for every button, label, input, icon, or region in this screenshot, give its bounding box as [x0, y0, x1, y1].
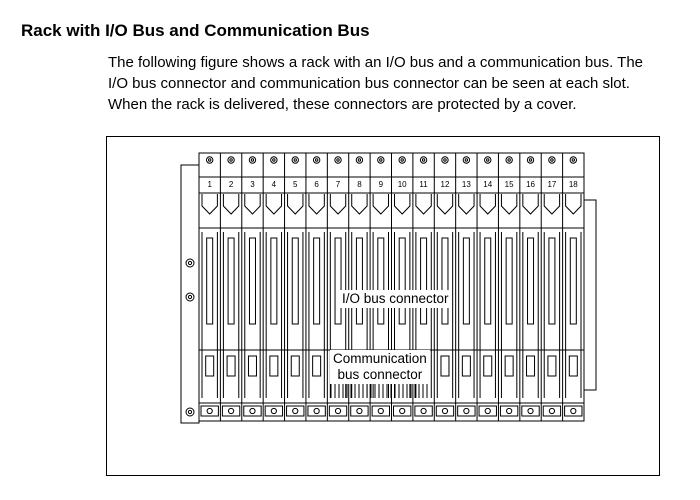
- communication-bus-connector: [505, 356, 513, 376]
- slot-top-screw-center: [230, 159, 232, 161]
- slot-bottom-screw-icon: [357, 408, 362, 413]
- io-bus-connector: [207, 238, 213, 324]
- slot-top-screw-center: [380, 159, 382, 161]
- paragraph-line-2: I/O bus connector and communication bus connector can be seen at each slot.: [108, 75, 630, 92]
- slot-bottom-terminal: [394, 406, 411, 416]
- io-bus-connector-label: I/O bus connector: [342, 291, 449, 306]
- screw-icon: [186, 259, 194, 267]
- slot-top-screw-center: [508, 159, 510, 161]
- slot-guide: [437, 194, 452, 214]
- io-bus-connector: [528, 238, 534, 324]
- io-bus-connector: [399, 238, 405, 324]
- communication-bus-connector-label: [330, 350, 430, 384]
- io-bus-connector: [356, 238, 362, 324]
- slot-number: 2: [228, 180, 234, 189]
- slot-guide: [544, 194, 559, 214]
- slot-guide: [480, 194, 495, 214]
- slot-bottom-screw-icon: [293, 408, 298, 413]
- slot-bottom-terminal: [543, 406, 560, 416]
- slot-top-screw-icon: [313, 157, 319, 163]
- slot-top-screw-center: [465, 159, 467, 161]
- io-bus-connector: [549, 238, 555, 324]
- rack-slot: [201, 157, 218, 416]
- slot-number: 12: [440, 180, 450, 189]
- slot-bottom-screw-icon: [250, 408, 255, 413]
- slot-guide: [501, 194, 516, 214]
- screw-center-icon: [188, 295, 191, 298]
- slot-top-screw-center: [572, 159, 574, 161]
- slot-bottom-terminal: [244, 406, 261, 416]
- slot-bottom-terminal: [201, 406, 218, 416]
- slot-number: 4: [271, 180, 277, 189]
- io-bus-connector: [463, 238, 469, 324]
- communication-bus-connector: [313, 356, 321, 376]
- slot-bottom-screw-icon: [400, 408, 405, 413]
- slot-top-screw-center: [251, 159, 253, 161]
- screw-center-icon: [188, 261, 191, 264]
- slot-bottom-screw-icon: [571, 408, 576, 413]
- communication-bus-connector: [206, 356, 214, 376]
- slot-number: 1: [207, 180, 212, 189]
- slot-guide: [288, 194, 303, 214]
- slot-top-screw-icon: [228, 157, 234, 163]
- io-bus-connector: [485, 238, 491, 324]
- slot-top-screw-center: [422, 159, 424, 161]
- slot-bottom-screw-icon: [507, 408, 512, 413]
- io-bus-connector: [292, 238, 298, 324]
- slot-top-screw-center: [358, 159, 360, 161]
- slot-top-screw-center: [337, 159, 339, 161]
- paragraph-line-1: The following figure shows a rack with an I/O bus and a communication bus. The: [108, 54, 643, 71]
- slot-bottom-screw-icon: [335, 408, 340, 413]
- slot-bottom-screw-icon: [442, 408, 447, 413]
- communication-bus-connector: [441, 356, 449, 376]
- communication-bus-connector: [548, 356, 556, 376]
- slot-top-screw-center: [294, 159, 296, 161]
- slot-number: 7: [335, 180, 341, 189]
- slot-bottom-screw-icon: [314, 408, 319, 413]
- slot-bottom-screw-icon: [528, 408, 533, 413]
- slot-bottom-terminal: [415, 406, 432, 416]
- slot-bottom-terminal: [351, 406, 368, 416]
- slot-number: 8: [357, 180, 362, 189]
- slot-top-screw-icon: [399, 157, 405, 163]
- slot-number: 9: [378, 180, 384, 189]
- slot-guide: [266, 194, 281, 214]
- slot-bottom-terminal: [479, 406, 496, 416]
- slot-guide: [352, 194, 367, 214]
- io-bus-connector: [271, 238, 277, 324]
- io-bus-connector: [442, 238, 448, 324]
- slot-number: 11: [419, 180, 428, 189]
- slot-bottom-screw-icon: [485, 408, 490, 413]
- slot-top-screw-icon: [506, 157, 512, 163]
- comm-label-line-1: Communication: [333, 351, 427, 366]
- slot-number: 14: [483, 180, 493, 189]
- slot-bottom-screw-icon: [421, 408, 426, 413]
- io-bus-connector: [421, 238, 427, 324]
- communication-bus-connector: [527, 356, 535, 376]
- slot-bottom-screw-icon: [549, 408, 554, 413]
- screw-icon: [186, 408, 194, 416]
- slot-number: 3: [250, 180, 255, 189]
- slot-number: 10: [397, 180, 407, 189]
- slot-top-screw-icon: [378, 157, 384, 163]
- slot-top-screw-icon: [420, 157, 426, 163]
- slot-guide: [459, 194, 474, 214]
- slot-bottom-terminal: [522, 406, 539, 416]
- slot-top-screw-icon: [549, 157, 555, 163]
- slot-top-screw-icon: [570, 157, 576, 163]
- slot-top-screw-center: [401, 159, 403, 161]
- slot-top-screw-icon: [292, 157, 298, 163]
- communication-bus-connector: [569, 356, 577, 376]
- slot-top-screw-center: [315, 159, 317, 161]
- slot-bottom-terminal: [265, 406, 282, 416]
- io-bus-connector: [506, 238, 512, 324]
- slot-bottom-screw-icon: [207, 408, 212, 413]
- screw-center-icon: [188, 410, 191, 413]
- slot-bottom-terminal: [287, 406, 304, 416]
- slot-bottom-terminal: [329, 406, 346, 416]
- slot-guide: [566, 194, 581, 214]
- slot-top-screw-center: [487, 159, 489, 161]
- slot-bottom-terminal: [458, 406, 475, 416]
- io-bus-connector: [249, 238, 255, 324]
- slot-guide: [202, 194, 217, 214]
- slot-bottom-terminal: [372, 406, 389, 416]
- comm-label-line-2: bus connector: [337, 367, 423, 382]
- slot-guide: [523, 194, 538, 214]
- io-bus-connector: [314, 238, 320, 324]
- slot-number: 15: [504, 180, 514, 189]
- slot-guide: [309, 194, 324, 214]
- slot-number: 13: [461, 180, 471, 189]
- slot-top-screw-icon: [485, 157, 491, 163]
- slot-guide: [330, 194, 345, 214]
- slot-top-screw-center: [529, 159, 531, 161]
- io-bus-connector: [378, 238, 384, 324]
- slot-top-screw-icon: [206, 157, 212, 163]
- slot-bottom-terminal: [222, 406, 239, 416]
- paragraph-line-3: When the rack is delivered, these connectors are protected by a cover.: [108, 96, 577, 113]
- slot-number: 6: [314, 180, 319, 189]
- slot-guide: [373, 194, 388, 214]
- rack-left-flange: [181, 165, 199, 423]
- slot-bottom-terminal: [308, 406, 325, 416]
- io-bus-connector: [570, 238, 576, 324]
- screw-icon: [186, 293, 194, 301]
- slot-guide: [395, 194, 410, 214]
- slot-top-screw-center: [444, 159, 446, 161]
- slot-top-screw-icon: [356, 157, 362, 163]
- section-heading: Rack with I/O Bus and Communication Bus: [21, 21, 370, 40]
- slot-number: 18: [568, 180, 578, 189]
- slot-number: 5: [293, 180, 298, 189]
- io-bus-connector: [335, 238, 341, 324]
- communication-bus-connector: [227, 356, 235, 376]
- slot-top-screw-icon: [527, 157, 533, 163]
- slot-number: 16: [526, 180, 535, 189]
- slot-bottom-terminal: [436, 406, 453, 416]
- slot-top-screw-icon: [335, 157, 341, 163]
- slot-bottom-screw-icon: [378, 408, 383, 413]
- slot-top-screw-icon: [271, 157, 277, 163]
- slot-bottom-screw-icon: [271, 408, 276, 413]
- slot-number: 17: [547, 180, 557, 189]
- slot-bottom-screw-icon: [464, 408, 469, 413]
- communication-bus-connector: [484, 356, 492, 376]
- slot-guide: [416, 194, 431, 214]
- slot-bottom-terminal: [500, 406, 517, 416]
- communication-bus-connector: [291, 356, 299, 376]
- communication-bus-connector: [248, 356, 256, 376]
- io-bus-connector: [228, 238, 234, 324]
- communication-bus-connector: [462, 356, 470, 376]
- slot-top-screw-icon: [249, 157, 255, 163]
- slot-guide: [245, 194, 260, 214]
- slot-bottom-terminal: [565, 406, 582, 416]
- communication-bus-connector: [270, 356, 278, 376]
- slot-top-screw-center: [273, 159, 275, 161]
- slot-top-screw-icon: [463, 157, 469, 163]
- rack-right-flange: [584, 200, 596, 390]
- slot-top-screw-icon: [442, 157, 448, 163]
- slot-top-screw-center: [551, 159, 553, 161]
- slot-bottom-screw-icon: [228, 408, 233, 413]
- slot-top-screw-center: [208, 159, 210, 161]
- slot-guide: [223, 194, 238, 214]
